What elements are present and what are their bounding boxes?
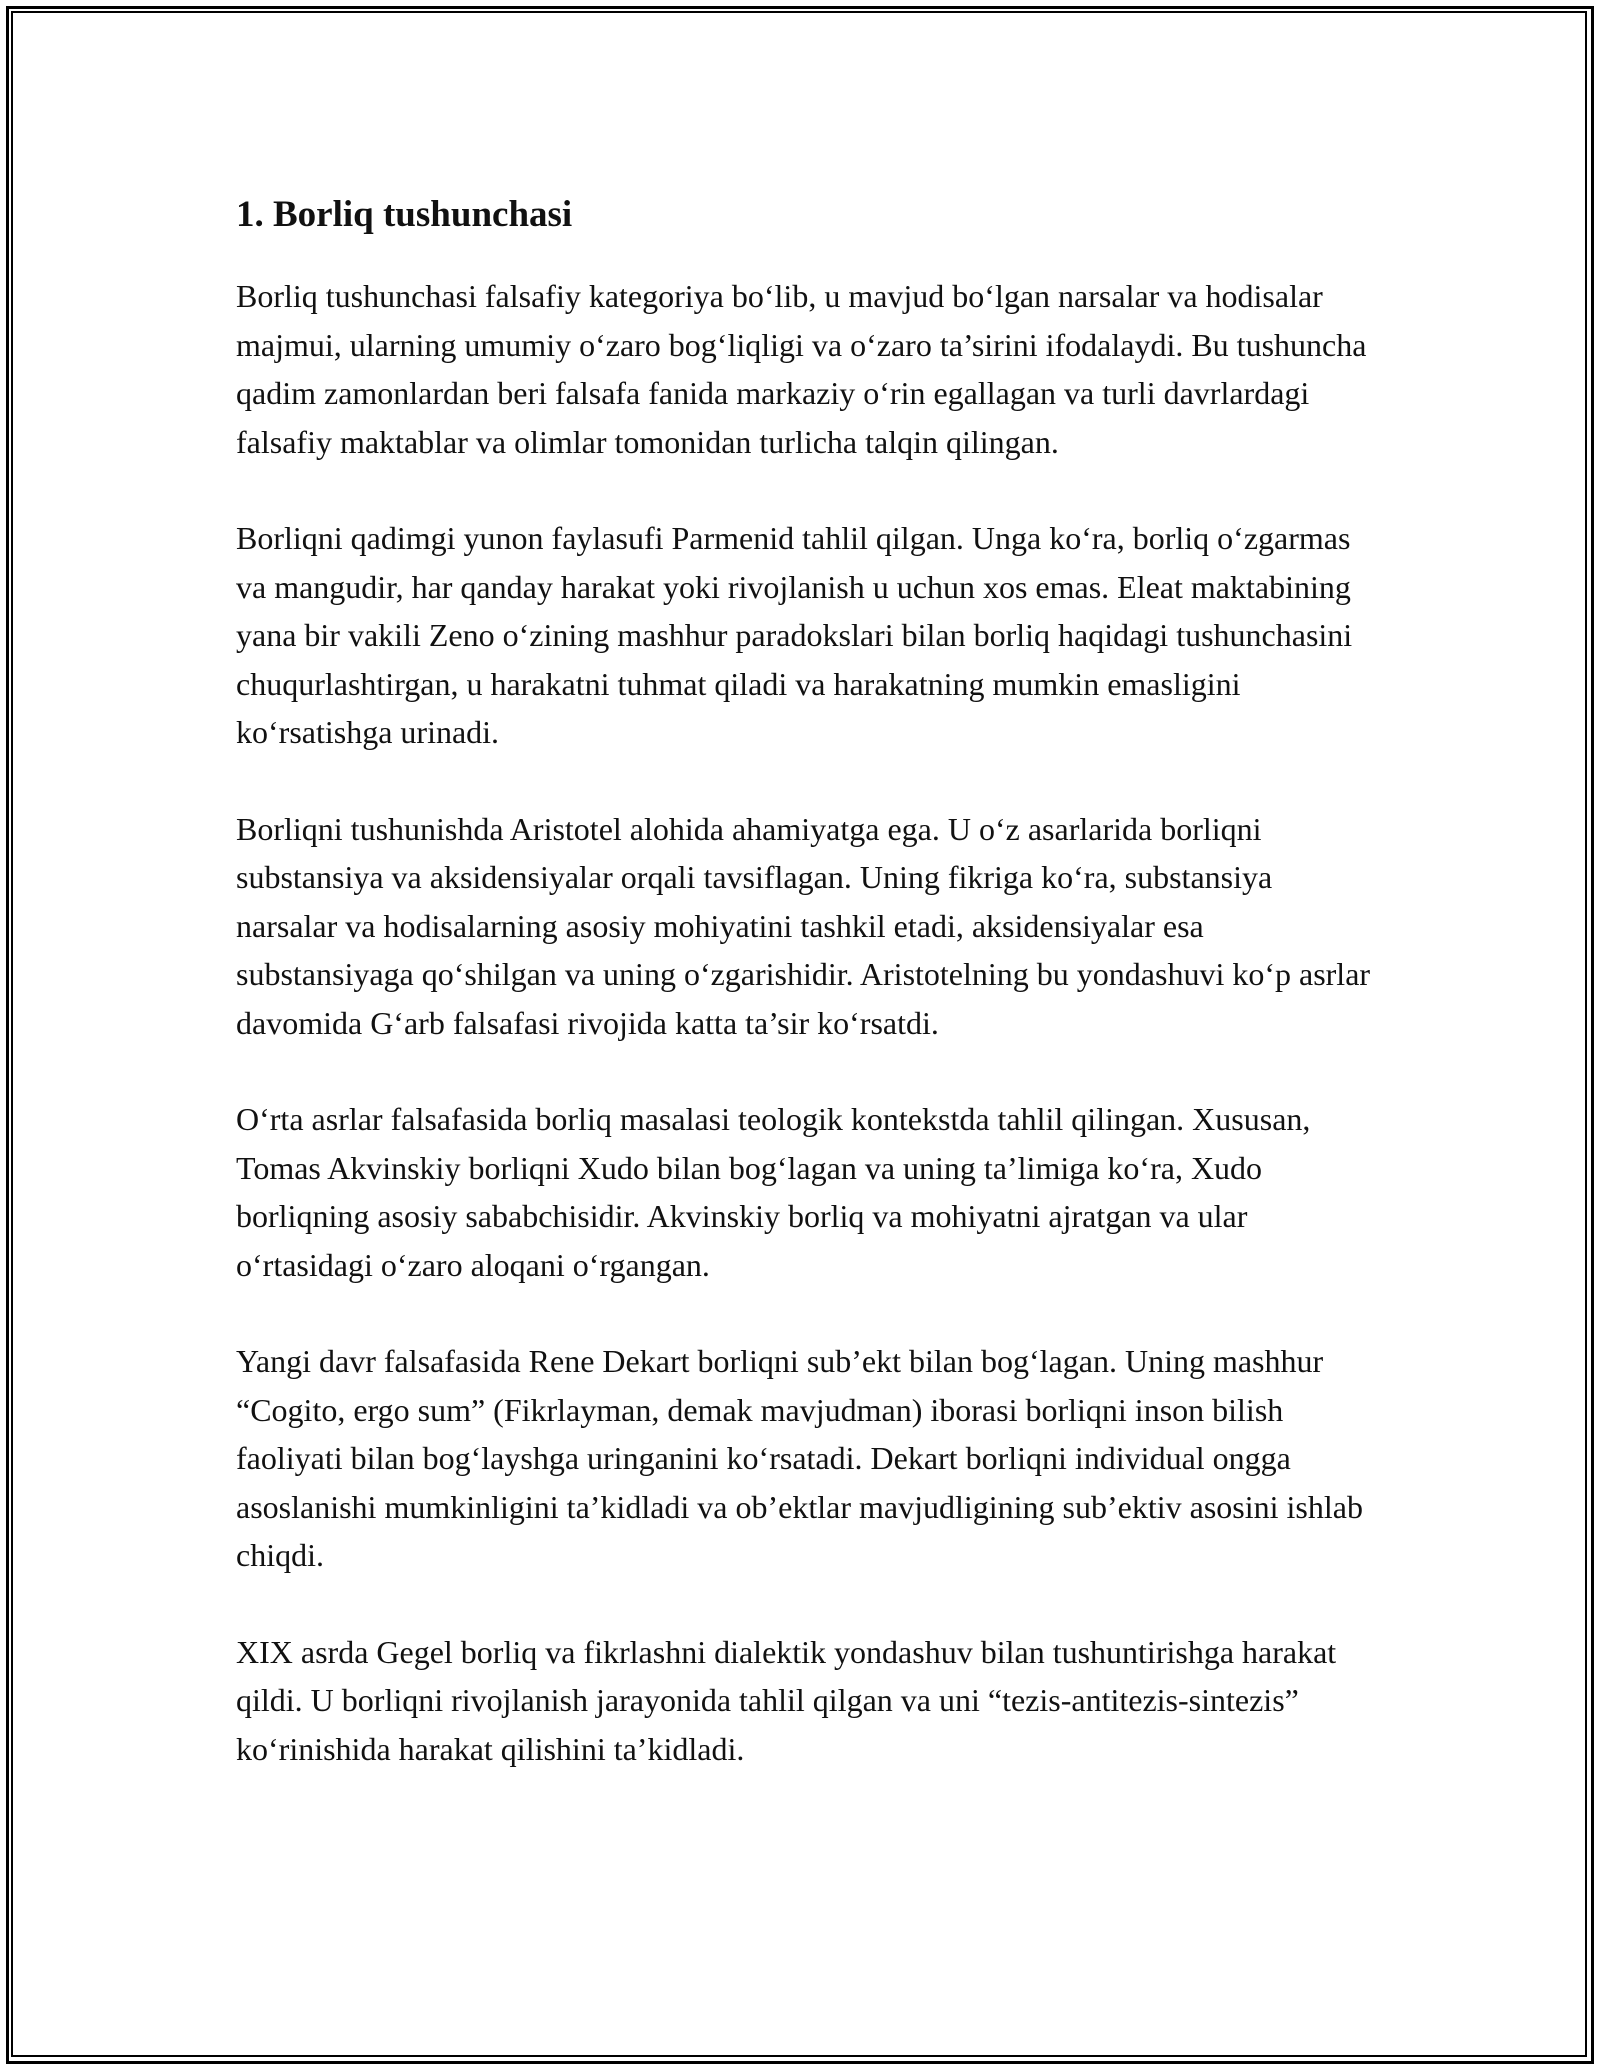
section-heading: 1. Borliq tushunchasi bbox=[236, 194, 573, 235]
paragraph-dekart: Yangi davr falsafasida Rene Dekart borliqni sub’ekt bilan bog‘lagan. Uning mashhur “Cogito, ergo sum” (Fikrlayman, demak mavjudman) iborasi borliqni inson bilish faoliyati bilan bog‘layshga uringanini ko‘rsatadi. Dekart borliqni individual ongga asoslanishi mumkinligini ta’kidladi va ob’ektlar mavjudligining sub’ektiv asosini ishlab chiqdi. bbox=[236, 1343, 1363, 1573]
paragraph-gegel: XIX asrda Gegel borliq va fikrlashni dialektik yondashuv bilan tushuntirishga harakat qildi. U borliqni rivojlanish jarayonida tahlil qilgan va uni “tezis-antitezis-sintezis” ko‘rinishida harakat qilishini ta’kidladi. bbox=[236, 1633, 1337, 1767]
paragraph-middle-ages: O‘rta asrlar falsafasida borliq masalasi teologik kontekstda tahlil qilingan. Xususan, Tomas Akvinskiy borliqni Xudo bilan bog‘lagan va uning ta’limiga ko‘ra, Xudo borliqning asosiy sababchisidir. Akvinskiy borliq va mohiyatni ajratgan va ular o‘rtasidagi o‘zaro aloqani o‘rgangan. bbox=[236, 1101, 1311, 1283]
document-body bbox=[236, 188, 1376, 1821]
paragraph-aristotel: Borliqni tushunishda Aristotel alohida ahamiyatga ega. U o‘z asarlarida borliqni substansiya va aksidensiyalar orqali tavsiflagan. Uning fikriga ko‘ra, substansiya narsalar va hodisalarning asosiy mohiyatini tashkil etadi, aksidensiyalar esa substansiyaga qo‘shilgan va uning o‘zgarishidir. Aristotelning bu yondashuvi ko‘p asrlar davomida G‘arb falsafasi rivojida katta ta’sir ko‘rsatdi. bbox=[236, 810, 1371, 1041]
paragraph-intro: Borliq tushunchasi falsafiy kategoriya bo‘lib, u mavjud bo‘lgan narsalar va hodisalar majmui, ularning umumiy o‘zaro bog‘liqligi va o‘zaro ta’sirini ifodalaydi. Bu tushuncha qadim zamonlardan beri falsafa fanida markaziy o‘rin egallagan va turli davrlardagi falsafiy maktablar va olimlar tomonidan turlicha talqin qilingan. bbox=[236, 278, 1367, 460]
paragraph-parmenid: Borliqni qadimgi yunon faylasufi Parmenid tahlil qilgan. Unga ko‘ra, borliq o‘zgarmas va mangudir, har qanday harakat yoki rivojlanish u uchun xos emas. Eleat maktabining yana bir vakili Zeno o‘zining mashhur paradokslari bilan borliq haqidagi tushunchasini chuqurlashtirgan, u harakatni tuhmat qiladi va harakatning mumkin emasligini ko‘rsatishga urinadi. bbox=[236, 520, 1353, 750]
